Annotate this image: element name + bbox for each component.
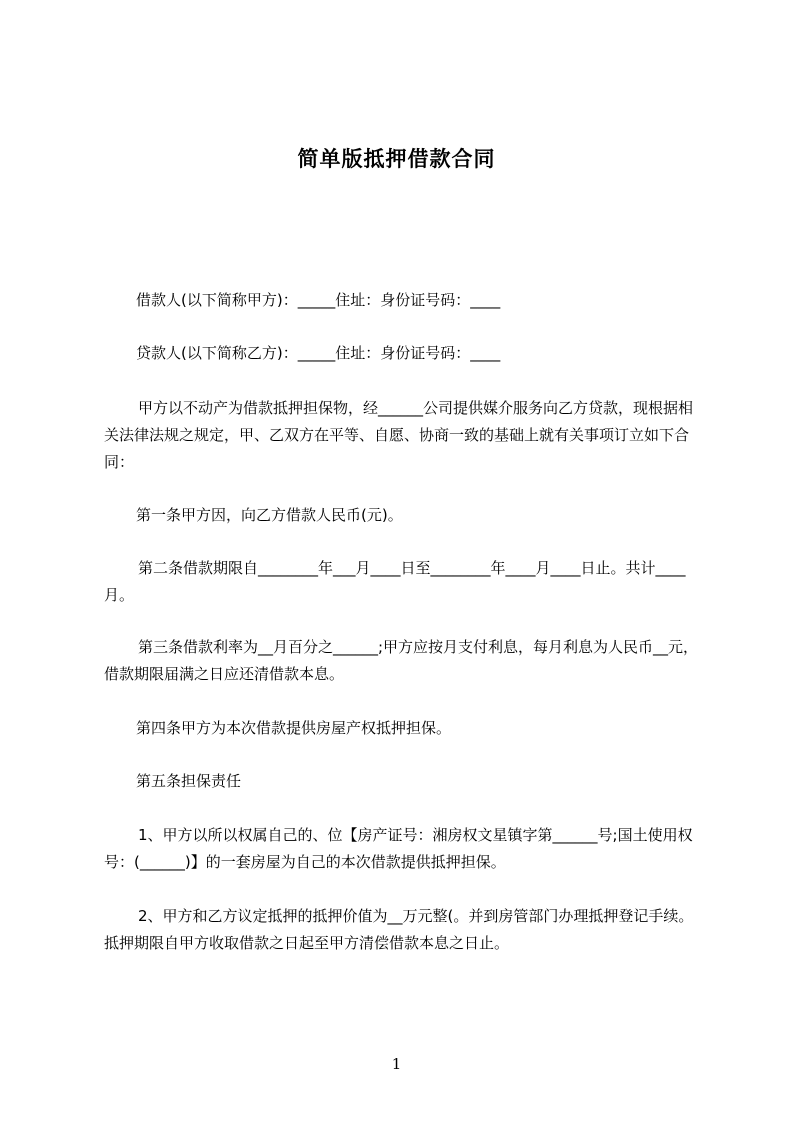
document-title: 简单版抵押借款合同 <box>297 147 496 171</box>
article-2: 第二条借款期限自________年___月____日至________年____月____日止。共计____月。 <box>104 559 686 604</box>
article-5-heading: 第五条担保责任 <box>136 772 242 790</box>
article-1: 第一条甲方因，向乙方借款人民币(元)。 <box>136 506 403 524</box>
page-number: 1 <box>391 1055 402 1073</box>
preamble-paragraph: 甲方以不动产为借款抵押担保物，经______公司提供媒介服务向乙方贷款，现根据相关法律法规之规定，甲、乙双方在平等、自愿、协商一致的基础上就有关事项订立如下合同： <box>104 399 694 471</box>
article-3: 第三条借款利率为__月百分之______;甲方应按月支付利息，每月利息为人民币__元，借款期限届满之日应还清借款本息。 <box>104 638 699 683</box>
article-5-clause-2: 2、甲方和乙方议定抵押的抵押价值为__万元整(。并到房管部门办理抵押登记手续。抵押期限自甲方收取借款之日起至甲方清偿借款本息之日止。 <box>104 907 694 952</box>
article-5-clause-1: 1、甲方以所以权属自己的、位【房产证号：湘房权文星镇字第______号;国土使用权号：(______)】的一套房屋为自己的本次借款提供抵押担保。 <box>104 826 693 871</box>
borrower-line: 借款人(以下简称甲方)：_____住址：身份证号码：____ <box>136 291 501 309</box>
lender-line: 贷款人(以下简称乙方)：_____住址：身份证号码：____ <box>136 344 501 362</box>
article-4: 第四条甲方为本次借款提供房屋产权抵押担保。 <box>136 719 452 737</box>
